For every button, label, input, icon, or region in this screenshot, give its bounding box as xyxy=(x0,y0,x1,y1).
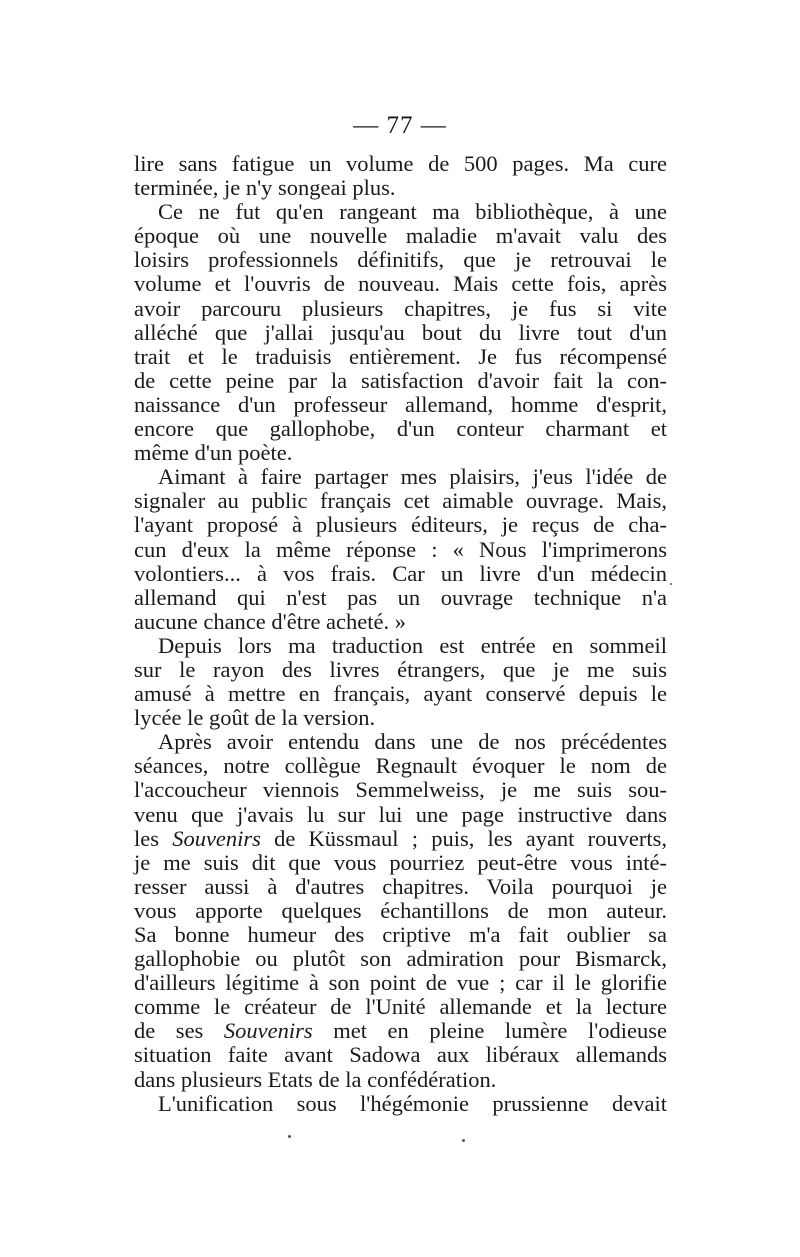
text-line: aucune chance d'être acheté. » xyxy=(134,608,406,634)
text-line: gallophobie ou plutôt son admiration pour Bismarck, xyxy=(134,946,667,972)
text-fragment: met en pleine lumère l'odieuse xyxy=(312,1018,667,1044)
italic-title: Souvenirs xyxy=(172,825,261,851)
text-line: allemand qui n'est pas un ouvrage technique n'a xyxy=(134,584,667,610)
paragraph-start-line: Depuis lors ma traduction est entrée en sommeil xyxy=(158,632,667,658)
text-line: de cette peine par la satisfaction d'avoir fait la con- xyxy=(134,367,667,393)
text-line: trait et le traduisis entièrement. Je fus récompensé xyxy=(134,343,667,369)
text-line: d'ailleurs légitime à son point de vue ; car il le glorifie xyxy=(134,970,667,996)
text-line: terminée, je n'y songeai plus. xyxy=(134,175,396,201)
paragraph-start-line: L'unification sous l'hégémonie prussienne devait xyxy=(158,1090,667,1116)
text-line: venu que j'avais lu sur lui une page instructive dans xyxy=(134,801,667,827)
text-line: Sa bonne humeur des criptive m'a fait oublier sa xyxy=(134,922,667,947)
text-line: vous apporte quelques échantillons de mon auteur. xyxy=(134,897,667,923)
print-speck xyxy=(288,1135,291,1138)
italic-title: Souvenirs xyxy=(223,1018,313,1044)
text-line: avoir parcouru plusieurs chapitres, je fus si vite xyxy=(134,295,667,321)
text-line: même d'un poète. xyxy=(134,440,293,466)
text-line: amusé à mettre en français, ayant conservé depuis le xyxy=(134,681,667,707)
paragraph-start-line: Après avoir entendu dans une de nos précédentes xyxy=(158,729,667,755)
text-line xyxy=(134,1019,667,1043)
text-line: l'accoucheur viennois Semmelweiss, je me suis sou- xyxy=(134,777,667,803)
text-line: lycée le goût de la version. xyxy=(134,705,376,731)
text-line: volontiers... à vos frais. Car un livre d'un médecin xyxy=(134,560,667,586)
text-line: lire sans fatigue un volume de 500 pages. Ma cure xyxy=(134,151,667,176)
page-number: — 77 — xyxy=(353,112,447,139)
text-line: naissance d'un professeur allemand, homme d'esprit, xyxy=(134,391,667,417)
text-line: l'ayant proposé à plusieurs éditeurs, je reçus de cha- xyxy=(134,512,667,538)
text-line: sur le rayon des livres étrangers, que je me suis xyxy=(134,656,667,682)
text-fragment: de ses xyxy=(134,1018,224,1044)
text-line: signaler au public français cet aimable ouvrage. Mais, xyxy=(134,488,667,514)
paragraph-start-line: Aimant à faire partager mes plaisirs, j'eus l'idée de xyxy=(158,464,667,490)
text-line xyxy=(134,827,667,851)
print-speck xyxy=(462,1139,465,1142)
text-fragment: les xyxy=(134,825,173,851)
text-line: comme le créateur de l'Unité allemande et la lecture xyxy=(134,994,667,1020)
text-line: volume et l'ouvris de nouveau. Mais cette fois, après xyxy=(134,271,667,297)
paragraph-start-line: Ce ne fut qu'en rangeant ma bibliothèque, à une xyxy=(158,199,667,225)
text-line: loisirs professionnels définitifs, que je retrouvai le xyxy=(134,247,667,273)
text-line: époque où une nouvelle maladie m'avait valu des xyxy=(134,223,667,249)
body-text xyxy=(134,152,667,1116)
text-line: encore que gallophobe, d'un conteur charmant et xyxy=(134,416,667,442)
print-speck xyxy=(670,583,672,585)
text-line: séances, notre collègue Regnault évoquer le nom de xyxy=(134,753,667,779)
text-line: resser aussi à d'autres chapitres. Voila pourquoi je xyxy=(134,873,667,899)
text-fragment: de Küssmaul ; puis, les ayant rouverts, xyxy=(260,825,667,851)
text-line: alléché que j'allai jusqu'au bout du livre tout d'un xyxy=(134,319,667,345)
text-line: situation faite avant Sadowa aux libéraux allemands xyxy=(134,1042,667,1068)
text-line: dans plusieurs Etats de la confédération. xyxy=(134,1066,497,1092)
text-line: cun d'eux la même réponse : « Nous l'imprimerons xyxy=(134,536,667,562)
text-line: je me suis dit que vous pourriez peut-être vous inté- xyxy=(134,849,667,875)
